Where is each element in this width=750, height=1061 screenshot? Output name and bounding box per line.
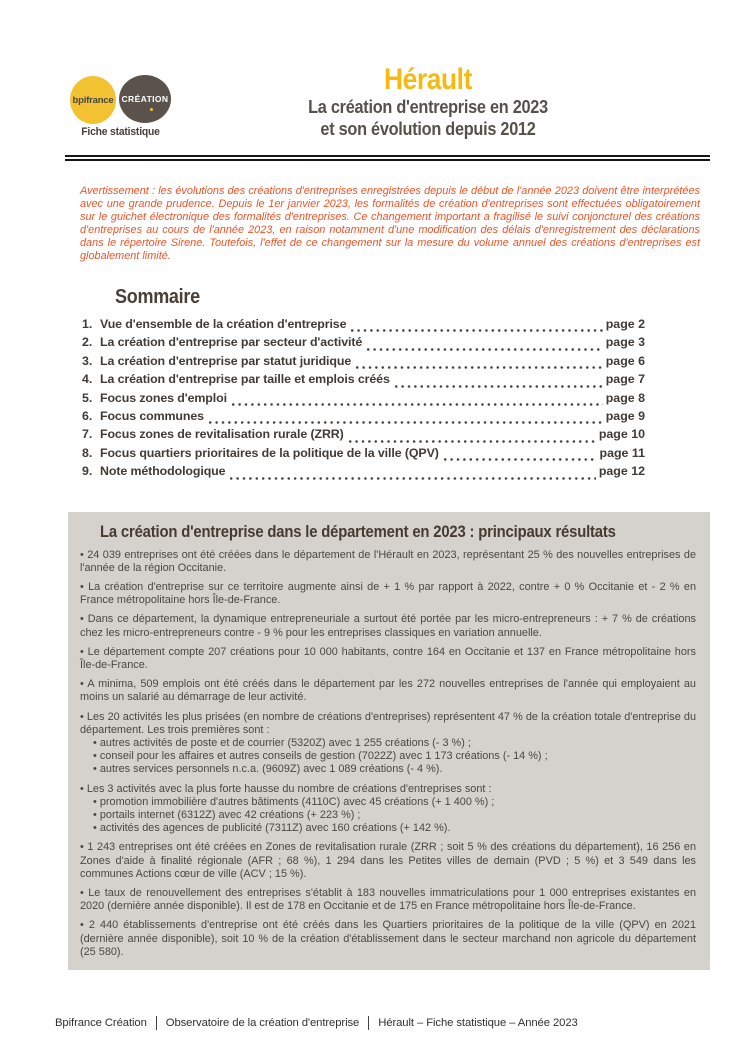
result-bullet-text: 2 440 établissements d'entreprise ont été créés dans les Quartiers prioritaires de la politique de la ville (QPV) en 2021 (dernière année disponible), soit 10 % de la création d'établissement dans le secteur marchand non agricole du département (25 580). bbox=[80, 919, 696, 958]
toc-dot-leader bbox=[444, 458, 597, 461]
result-bullet bbox=[80, 919, 696, 959]
toc-heading: Sommaire bbox=[115, 286, 200, 308]
toc-item-page: page 2 bbox=[605, 317, 645, 331]
bpifrance-logo-text: bpifrance bbox=[72, 94, 114, 106]
footer-part: Hérault – Fiche statistique – Année 2023 bbox=[378, 1017, 578, 1029]
result-sub-bullet-text: portails internet (6312Z) avec 42 créations (+ 223 %) ; bbox=[99, 808, 361, 821]
toc-item-label: Vue d'ensemble de la création d'entreprise bbox=[100, 317, 347, 331]
results-box bbox=[68, 512, 710, 970]
toc-dot-leader bbox=[230, 477, 595, 480]
toc-item-label: La création d'entreprise par taille et emplois créés bbox=[100, 372, 390, 387]
result-sub-bullet bbox=[93, 737, 696, 750]
result-bullet bbox=[80, 783, 696, 796]
result-sub-bullet-text: promotion immobilière d'autres bâtiments (4110C) avec 45 créations (+ 1 400 %) ; bbox=[99, 795, 495, 808]
toc-item-page: page 8 bbox=[605, 390, 645, 405]
toc-item-number: 6. bbox=[82, 408, 93, 423]
toc-item[interactable] bbox=[82, 427, 645, 445]
title-block bbox=[145, 64, 711, 139]
toc-item-label: Focus zones d'emploi bbox=[100, 390, 227, 405]
toc-item-number: 2. bbox=[82, 335, 93, 350]
result-bullet-text: Les 3 activités avec la plus forte hausse du nombre de créations d'entreprises sont : bbox=[86, 782, 492, 795]
result-bullet-text: 24 039 entreprises ont été créées dans le département de l'Hérault en 2023, représentant 25 % des nouvelles entreprises de l'année de la région Occitanie. bbox=[80, 548, 696, 574]
result-bullet bbox=[80, 841, 696, 881]
result-sub-bullet-text: autres activités de poste et de courrier (5320Z) avec 1 255 créations (- 3 %) ; bbox=[99, 736, 471, 749]
toc-dot-leader bbox=[351, 329, 602, 332]
creation-logo-text: CRÉATION bbox=[121, 94, 169, 104]
results-heading: La création d'entreprise dans le département en 2023 : principaux résultats bbox=[100, 522, 616, 541]
toc-item[interactable] bbox=[82, 391, 645, 409]
toc-dot-leader bbox=[367, 348, 603, 351]
toc-item-page: page 11 bbox=[599, 445, 645, 460]
toc-item-number: 3. bbox=[82, 353, 93, 368]
toc-item-page: page 9 bbox=[605, 408, 645, 423]
result-bullet bbox=[80, 581, 696, 607]
toc-item[interactable] bbox=[82, 335, 645, 353]
footer-part: Observatoire de la création d'entreprise bbox=[165, 1017, 360, 1029]
result-bullet-text: La création d'entreprise sur ce territoire augmente ainsi de + 1 % par rapport à 2022, contre + 0 % Occitanie et - 2 % en France métropolitaine hors Île-de-France. bbox=[80, 580, 696, 607]
toc-dot-leader bbox=[232, 403, 603, 406]
result-sub-bullet bbox=[93, 822, 696, 835]
toc-item-page: page 6 bbox=[605, 353, 645, 368]
page-subtitle-line2: et son évolution depuis 2012 bbox=[320, 117, 536, 139]
toc-item-number: 9. bbox=[82, 464, 93, 479]
toc-item-label: Focus communes bbox=[100, 408, 204, 423]
result-bullet bbox=[80, 613, 696, 639]
footer-part: Bpifrance Création bbox=[55, 1017, 147, 1029]
toc-item[interactable] bbox=[82, 446, 645, 464]
result-bullet-text: Le département compte 207 créations pour 10 000 habitants, contre 164 en Occitanie et 137 en France métropolitaine hors Île-de-France. bbox=[80, 645, 696, 671]
result-bullet bbox=[80, 887, 696, 913]
toc-item-number: 4. bbox=[82, 372, 93, 387]
result-sub-bullet-text: activités des agences de publicité (7311Z) avec 160 créations (+ 142 %). bbox=[99, 822, 451, 835]
toc-item-label: Focus quartiers prioritaires de la politique de la ville (QPV) bbox=[100, 445, 439, 460]
footer-separator bbox=[156, 1016, 157, 1030]
toc-item-number: 5. bbox=[82, 390, 93, 405]
toc-item-label: Note méthodologique bbox=[100, 464, 226, 479]
result-sub-bullet bbox=[93, 750, 696, 763]
result-sub-bullet-text: autres services personnels n.c.a. (9609Z) avec 1 089 créations (- 4 %). bbox=[99, 763, 443, 776]
result-bullet-text: Dans ce département, la dynamique entrepreneuriale a surtout été portée par les micro-entrepreneurs : + 7 % de créations chez les micro-entrepreneurs contre - 9 % pour les entreprises classiques en variation annuelle. bbox=[80, 613, 696, 639]
toc-dot-leader bbox=[356, 366, 603, 369]
toc-item-number: 1. bbox=[82, 317, 93, 331]
toc-dot-leader bbox=[209, 421, 603, 424]
result-bullet bbox=[80, 711, 696, 737]
results-bullets bbox=[80, 549, 696, 959]
toc-item-number: 8. bbox=[82, 445, 93, 460]
document-header bbox=[0, 0, 750, 155]
result-bullet-text: 1 243 entreprises ont été créées en Zones de revitalisation rurale (ZRR ; soit 5 % des créations du département), 16 256 en Zones d'aide à finalité régionale (AFR ; 68 %), 1 294 dans les Petites villes de demain (PVD ; 5 %) et 3 549 dans les communes Actions cœur de ville (ACV ; 15 %). bbox=[80, 841, 696, 880]
toc-dot-leader bbox=[395, 385, 603, 388]
result-bullet bbox=[80, 646, 696, 672]
result-sub-bullet-text: conseil pour les affaires et autres conseils de gestion (7022Z) avec 1 173 créations (- 14 %) ; bbox=[99, 750, 548, 763]
toc-item-page: page 3 bbox=[605, 335, 645, 350]
toc-item-page: page 12 bbox=[598, 464, 645, 479]
page-footer bbox=[55, 1016, 578, 1030]
logo-tagline: Fiche statistique bbox=[81, 126, 160, 138]
toc-item[interactable] bbox=[82, 354, 645, 372]
page-title: Hérault bbox=[384, 63, 472, 96]
toc-item[interactable] bbox=[82, 409, 645, 427]
toc-item-label: La création d'entreprise par secteur d'activité bbox=[100, 335, 363, 350]
bpifrance-logo-icon bbox=[70, 76, 116, 124]
footer-separator bbox=[368, 1016, 369, 1030]
result-bullet-text: A minima, 509 emplois ont été créés dans le département par les 272 nouvelles entreprises de l'année qui employaient au moins un salarié au démarrage de leur activité. bbox=[80, 678, 696, 704]
header-divider bbox=[65, 155, 710, 161]
result-sub-bullet bbox=[93, 763, 696, 776]
toc-item-label: La création d'entreprise par statut juridique bbox=[100, 353, 352, 368]
result-bullet-text: Le taux de renouvellement des entreprises s'établit à 183 nouvelles immatriculations pour 1 000 entreprises existantes en 2020 (dernière année disponible). Il est de 178 en Occitanie et de 175 en France métropolitaine hors Île-de-France. bbox=[80, 886, 697, 913]
toc-item[interactable] bbox=[82, 372, 645, 390]
toc-section bbox=[0, 286, 750, 483]
result-bullet bbox=[80, 678, 696, 704]
toc-dot-leader bbox=[349, 440, 596, 443]
toc-item[interactable] bbox=[82, 317, 645, 335]
result-sub-bullet bbox=[93, 796, 696, 809]
toc-item-page: page 10 bbox=[598, 427, 645, 442]
warning-paragraph: Avertissement : les évolutions des créations d'entreprises enregistrées depuis le début de l'année 2023 doivent être interprétées avec une grande prudence. Depuis le 1er janvier 2023, les formalités de création d'entreprises sont effectuées obligatoirement sur le guichet électronique des formalités d'entreprises. Ce changement important a fragilisé le suivi conjoncturel des créations d'entreprises au cours de l'année 2023, en raison notamment d'une modification des délais d'enregistrement des déclarations dans le répertoire Sirene. Toutefois, l'effet de ce changement sur la mesure du volume annuel des créations d'entreprises est globalement limité. bbox=[80, 185, 700, 262]
result-bullet-text: Les 20 activités les plus prisées (en nombre de créations d'entreprises) représentent 47 % de la création totale d'entreprise du département. Les trois premières sont : bbox=[80, 710, 697, 736]
toc-item[interactable] bbox=[82, 464, 645, 482]
result-bullet bbox=[80, 549, 696, 575]
result-sub-bullet bbox=[93, 809, 696, 822]
page-subtitle-line1: La création d'entreprise en 2023 bbox=[308, 96, 548, 117]
toc-item-number: 7. bbox=[82, 427, 93, 442]
toc-item-label: Focus zones de revitalisation rurale (ZRR) bbox=[100, 427, 344, 442]
toc-item-page: page 7 bbox=[605, 372, 645, 387]
toc-list bbox=[82, 317, 645, 483]
